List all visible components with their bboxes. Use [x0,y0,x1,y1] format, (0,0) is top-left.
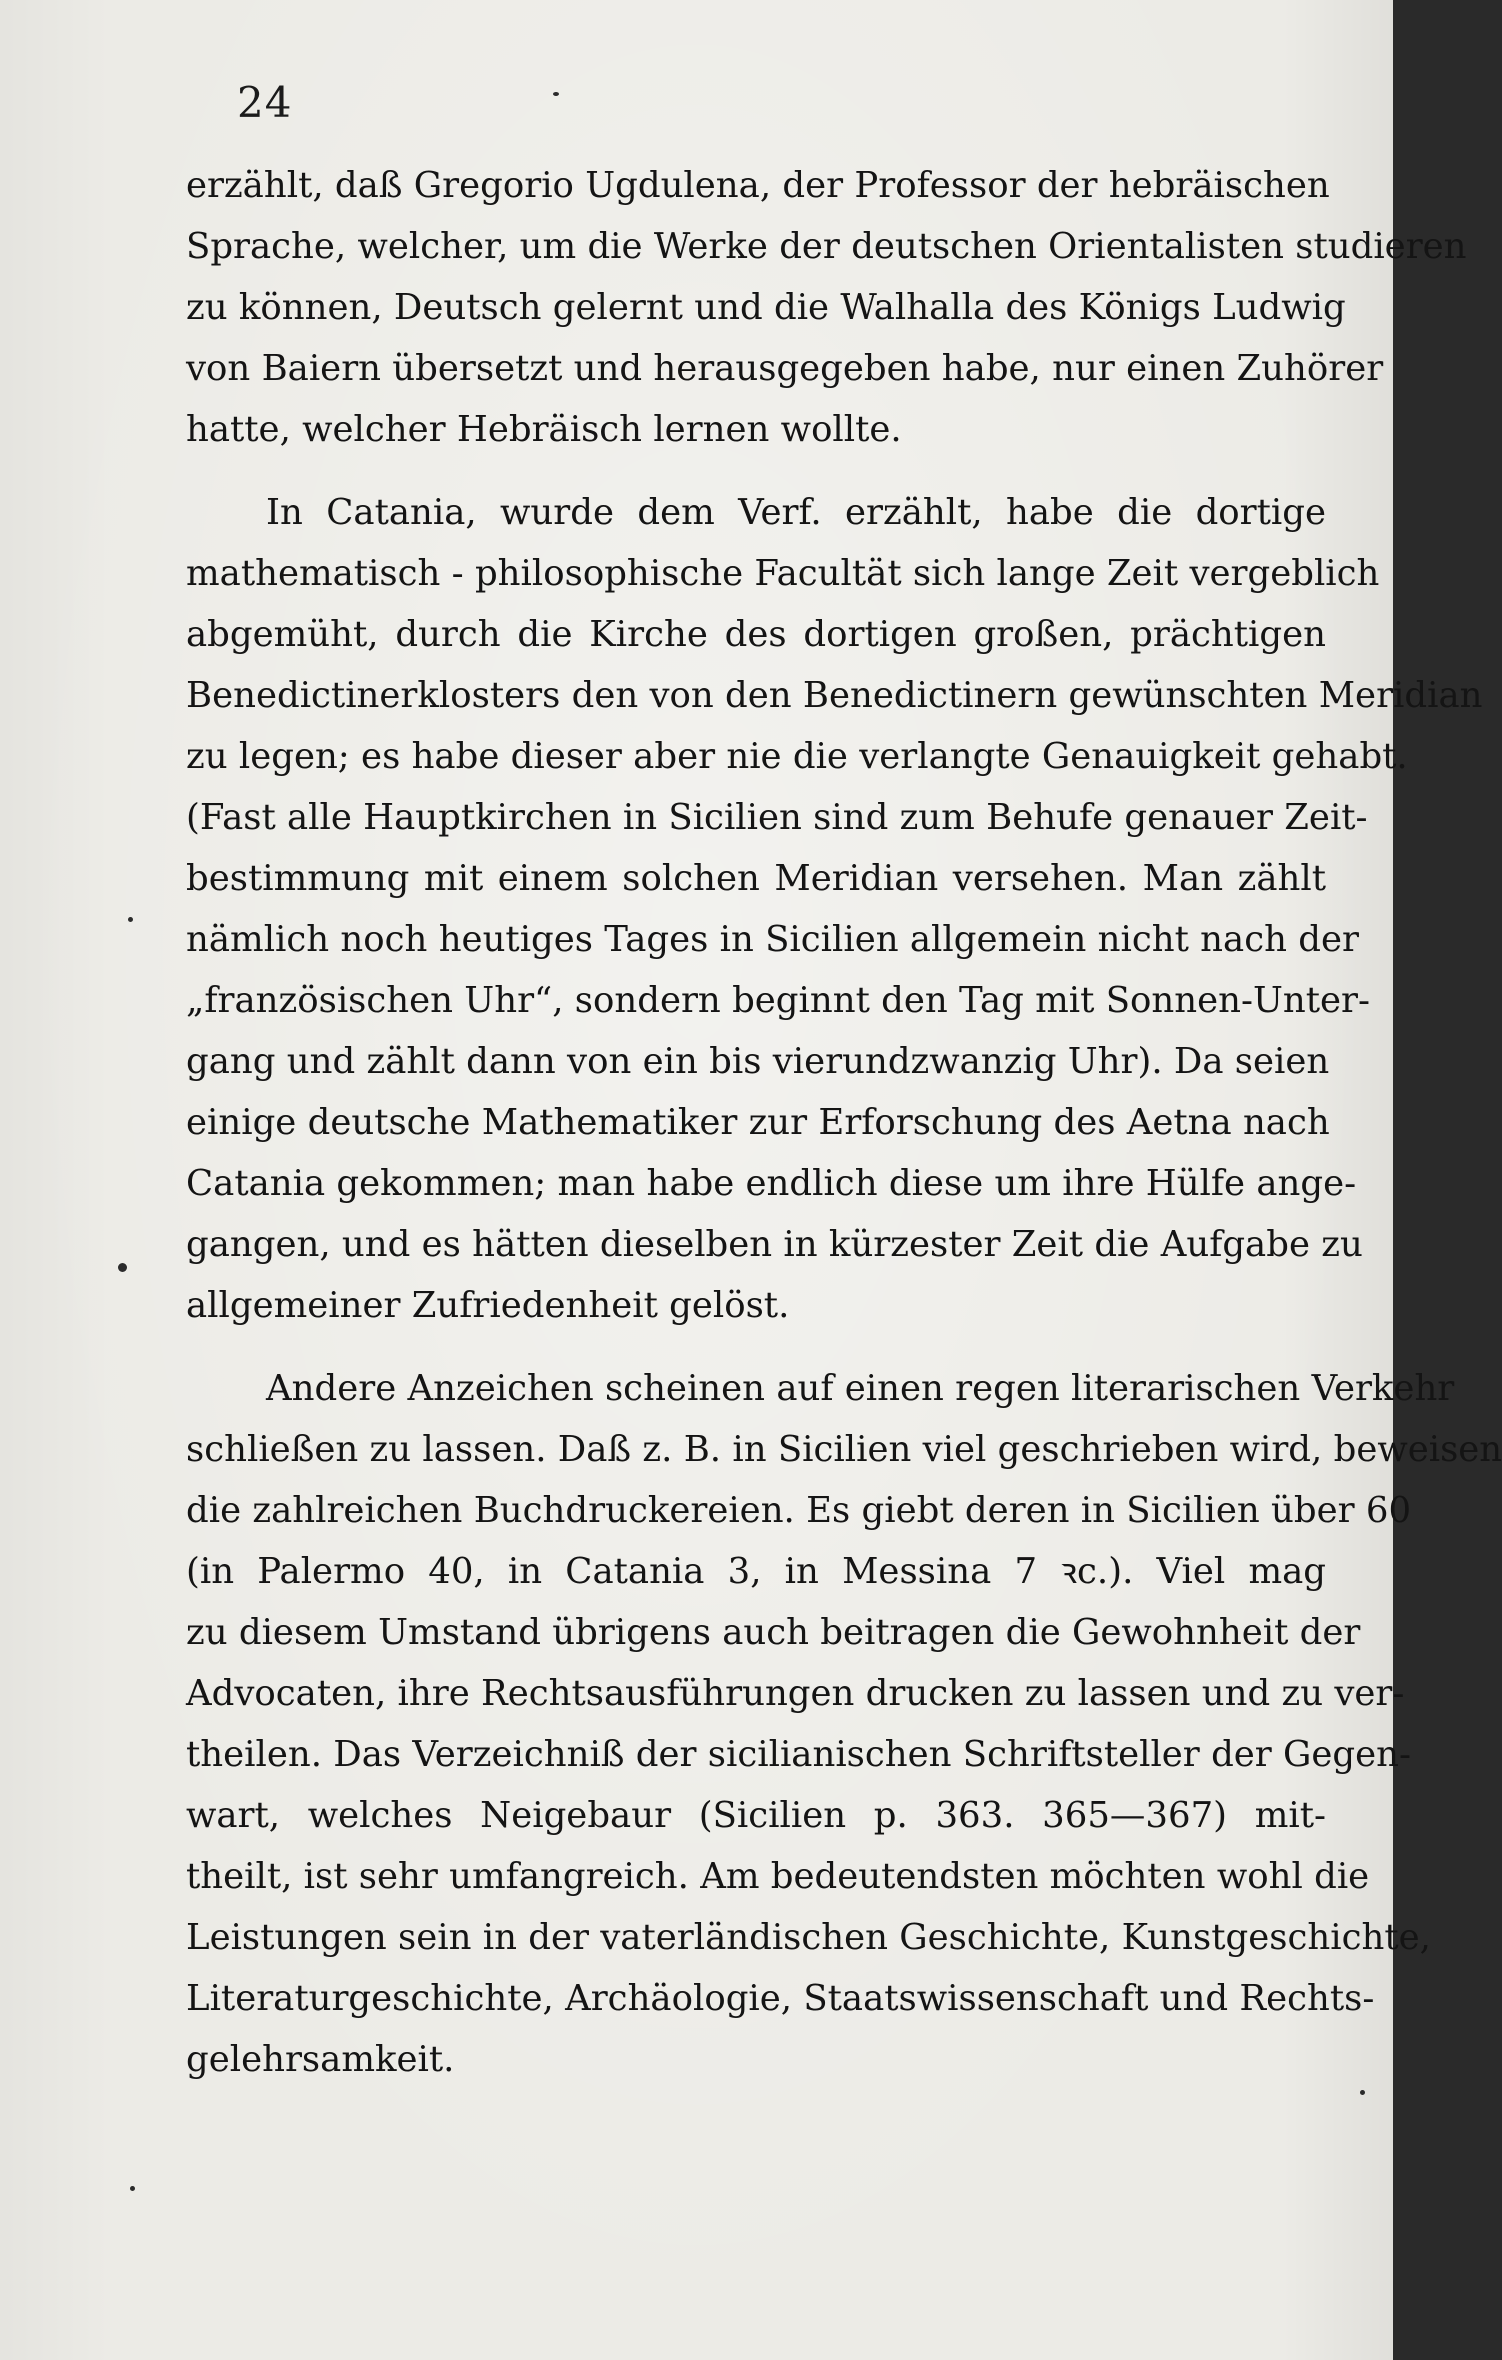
text-line: Advocaten, ihre Rechtsausführungen drucken zu lassen und zu ver- [186,1673,1405,1714]
text-line: hatte, welcher Hebräisch lernen wollte. [186,409,902,450]
text-line: (in Palermo 40, in Catania 3, in Messina 7 ꝛc.). Viel mag [186,1551,1326,1592]
text-line: von Baiern übersetzt und herausgegeben habe, nur einen Zuhörer [186,348,1384,389]
paragraph-2 [186,482,1483,1336]
text-line: allgemeiner Zufriedenheit gelöst. [186,1285,790,1326]
text-line: gelehrsamkeit. [186,2039,455,2080]
text-line: einige deutsche Mathematiker zur Erforschung des Aetna nach [186,1102,1330,1143]
text-line: (Fast alle Hauptkirchen in Sicilien sind zum Behufe genauer Zeit- [186,797,1368,838]
paragraph-1 [186,155,1467,460]
text-line: theilt, ist sehr umfangreich. Am bedeutendsten möchten wohl die [186,1856,1370,1897]
text-line: wart, welches Neigebaur (Sicilien p. 363. 365—367) mit- [186,1795,1326,1836]
text-line: theilen. Das Verzeichniß der sicilianischen Schriftsteller der Gegen- [186,1734,1412,1775]
text-line: Literaturgeschichte, Archäologie, Staatswissenschaft und Rechts- [186,1978,1375,2019]
paragraph-gap [186,1336,1326,1358]
ink-speck [1360,2090,1365,2095]
text-line: Benedictinerklosters den von den Benedictinern gewünschten Meridian [186,675,1483,716]
text-line: mathematisch - philosophische Facultät sich lange Zeit vergeblich [186,553,1380,594]
text-line: gangen, und es hätten dieselben in kürzester Zeit die Aufgabe zu [186,1224,1363,1265]
ink-speck [118,1263,127,1272]
paragraph-3 [186,1358,1502,2090]
text-line: zu legen; es habe dieser aber nie die verlangte Genauigkeit gehabt. [186,736,1408,777]
body-text [186,155,1502,2090]
text-line: zu können, Deutsch gelernt und die Walhalla des Königs Ludwig [186,287,1346,328]
ink-speck [128,917,133,922]
page-number: 24 [237,78,293,127]
text-line: die zahlreichen Buchdruckereien. Es giebt deren in Sicilien über 60 [186,1490,1412,1531]
text-line: abgemüht, durch die Kirche des dortigen großen, prächtigen [186,614,1326,655]
text-line: In Catania, wurde dem Verf. erzählt, habe die dortige [266,492,1326,533]
ink-speck [553,92,559,96]
text-line: „französischen Uhr“, sondern beginnt den Tag mit Sonnen-Unter- [186,980,1371,1021]
text-line: schließen zu lassen. Daß z. B. in Sicilien viel geschrieben wird, beweisen [186,1429,1502,1470]
text-line: erzählt, daß Gregorio Ugdulena, der Professor der hebräischen [186,165,1330,206]
text-line: Andere Anzeichen scheinen auf einen regen literarischen Verkehr [266,1368,1455,1409]
text-line: Leistungen sein in der vaterländischen Geschichte, Kunstgeschichte, [186,1917,1431,1958]
text-line: zu diesem Umstand übrigens auch beitragen die Gewohnheit der [186,1612,1361,1653]
text-line: Sprache, welcher, um die Werke der deutschen Orientalisten studieren [186,226,1467,267]
text-line: gang und zählt dann von ein bis vierundzwanzig Uhr). Da seien [186,1041,1330,1082]
text-line: Catania gekommen; man habe endlich diese um ihre Hülfe ange- [186,1163,1357,1204]
ink-speck [130,2186,135,2191]
paragraph-gap [186,460,1326,482]
text-line: bestimmung mit einem solchen Meridian versehen. Man zählt [186,858,1326,899]
text-line: nämlich noch heutiges Tages in Sicilien allgemein nicht nach der [186,919,1359,960]
